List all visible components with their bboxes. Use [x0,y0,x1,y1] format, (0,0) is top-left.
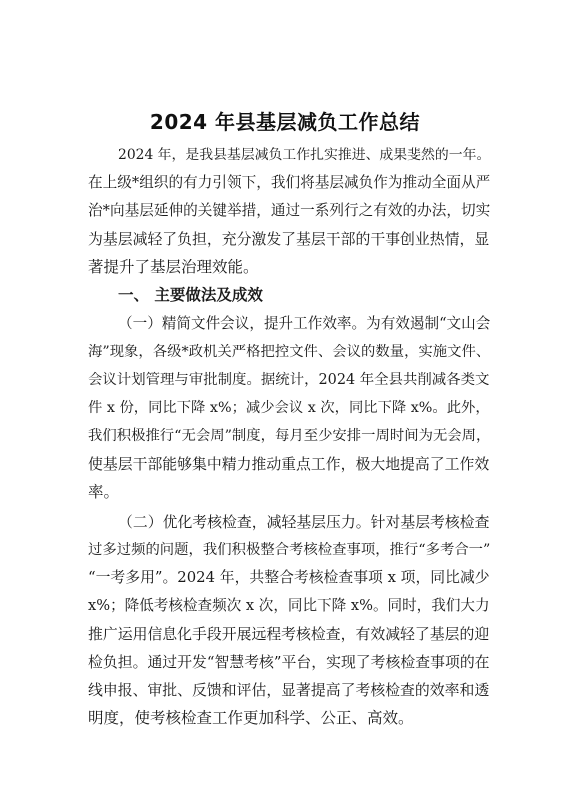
paragraph-line: 过多过频的问题，我们积极整合考核检查事项，推行“多考合一” [88,542,491,558]
paragraph-line: 海”现象，各级*政机关严格把控文件、会议的数量，实施文件、 [88,344,491,360]
paragraph-line: （一）精简文件会议，提升工作效率。为有效遏制“文山会 [118,315,491,332]
paragraph-line: 治*向基层延伸的关键举措，通过一系列行之有效的办法，切实 [88,202,491,219]
paragraph-line: 线申报、审批、反馈和评估，显著提高了考核检查的效率和透 [88,681,490,699]
paragraph-line: 我们积极推行“无会周”制度，每月至少安排一周时间为无会周， [88,428,491,444]
paragraph-line: 件 x 份，同比下降 x%；减少会议 x 次，同比下降 x%。此外， [88,400,490,416]
paragraph-line: 会议计划管理与审批制度。据统计，2024 年全县共削减各类文 [88,372,490,388]
paragraph-line: 明度，使考核检查工作更加科学、公正、高效。 [88,709,414,727]
paragraph-line: 推广运用信息化手段开展远程考核检查，有效减轻了基层的迎 [88,625,490,643]
paragraph-line: 使基层干部能够集中精力推动重点工作，极大地提高了工作效 [88,455,490,473]
paragraph-line: 著提升了基层治理效能。 [88,258,259,276]
paragraph-line: 2024 年，是我县基层减负工作扎实推进、成果斐然的一年。 [118,147,491,163]
document-title: 2024 年县基层减负工作总结 [149,110,421,134]
section-heading: 一、 主要做法及成效 [118,286,263,304]
paragraph-line: （二）优化考核检查，减轻基层压力。针对基层考核检查 [118,513,490,531]
paragraph-line: 检负担。通过开发“智慧考核”平台，实现了考核检查事项的在 [88,653,490,671]
paragraph-line: 在上级*组织的有力引领下，我们将基层减负作为推动全面从严 [88,174,491,191]
paragraph-line: “一考多用”。2024 年，共整合考核检查事项 x 项，同比减少 [88,569,490,586]
paragraph-line: 率。 [88,483,120,501]
paragraph-line: x%；降低考核检查频次 x 次，同比下降 x%。同时，我们大力 [88,597,490,614]
paragraph-line: 为基层减轻了负担，充分激发了基层干部的干事创业热情，显 [88,230,490,248]
